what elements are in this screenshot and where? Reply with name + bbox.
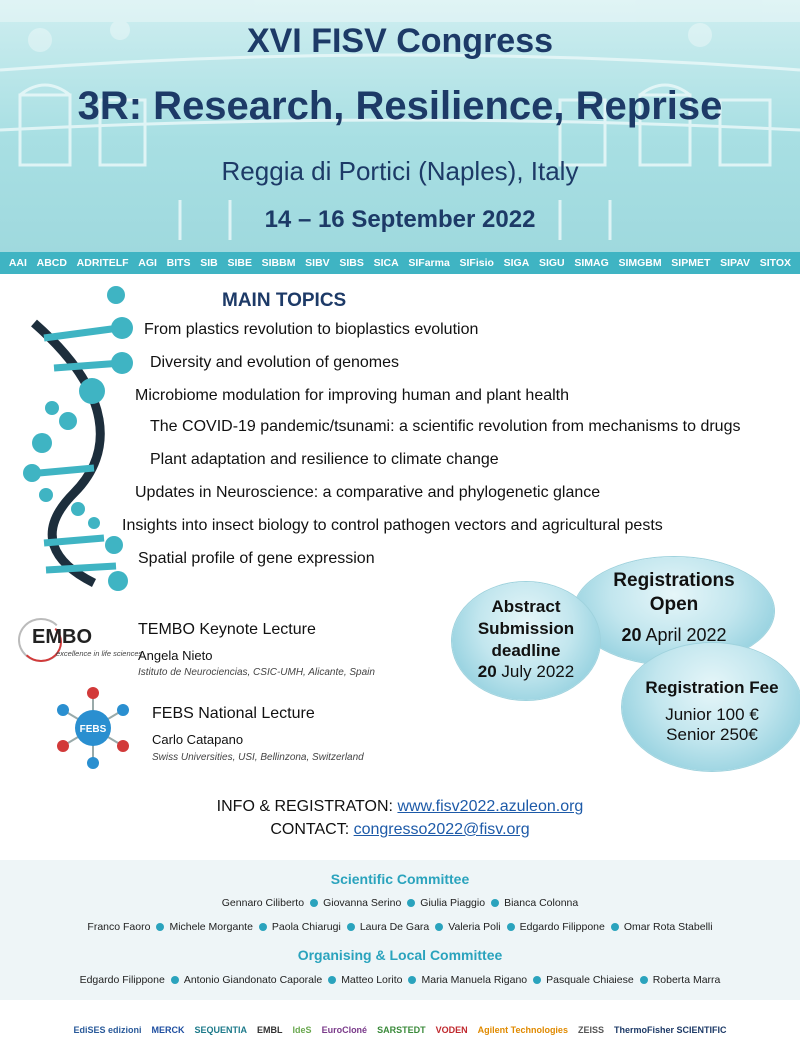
febs-speaker: Carlo Catapano <box>152 732 244 747</box>
registrations-open-bubble: Registrations Open 20 April 2022 <box>574 557 774 665</box>
committee-member: Franco Faoro <box>87 921 151 933</box>
bullet-dot-icon <box>310 899 318 907</box>
sponsor-logo: VODEN <box>435 1025 468 1035</box>
society-acronym: ABCD <box>36 257 67 269</box>
bullet-dot-icon <box>171 976 179 984</box>
svg-text:FEBS: FEBS <box>79 724 107 735</box>
bullet-dot-icon <box>533 976 541 984</box>
topic-item: The COVID-19 pandemic/tsunami: a scientific revolution from mechanisms to drugs <box>150 418 741 435</box>
sponsor-logos-strip <box>0 1010 800 1050</box>
sponsor-logo: EMBL <box>257 1025 283 1035</box>
febs-affiliation: Swiss Universities, USI, Bellinzona, Switzerland <box>152 752 364 763</box>
committee-member: Laura De Gara <box>359 921 430 933</box>
topic-item: Insights into insect biology to control pathogen vectors and agricultural pests <box>122 517 663 534</box>
bullet-dot-icon <box>435 923 443 931</box>
bullet-dot-icon <box>491 899 499 907</box>
dna-helix-icon <box>14 283 134 593</box>
society-acronym: SIMAG <box>574 257 609 269</box>
embo-affiliation: Istituto de Neurociencias, CSIC-UMH, Alicante, Spain <box>138 667 375 678</box>
topic-item: Microbiome modulation for improving human and plant health <box>135 387 570 404</box>
topic-item: Plant adaptation and resilience to climate change <box>150 451 499 468</box>
committee-member: Roberta Marra <box>652 974 721 986</box>
society-acronym: SIB <box>200 257 218 269</box>
committee-member: Gennaro Ciliberto <box>221 897 305 909</box>
society-acronym: SIFarma <box>408 257 450 269</box>
society-acronym: SIBS <box>339 257 364 269</box>
society-acronym: ADRITELF <box>76 257 129 269</box>
embo-speaker: Angela Nieto <box>138 648 213 663</box>
society-acronym: SIPMET <box>671 257 711 269</box>
committee-member: Edgardo Filippone <box>79 974 165 986</box>
sponsor-logo: MERCK <box>151 1025 185 1035</box>
bullet-dot-icon <box>611 923 619 931</box>
committee-member: Matteo Lorito <box>341 974 403 986</box>
topic-item: Updates in Neuroscience: a comparative and phylogenetic glance <box>135 484 601 501</box>
committee-member: Edgardo Filippone <box>519 921 605 933</box>
embo-logo: EMBO excellence in life sciences <box>18 618 138 662</box>
abstract-deadline-bubble: Abstract Submission deadline 20 July 2022 <box>452 582 600 700</box>
sponsor-logo: SARSTEDT <box>377 1025 426 1035</box>
committee-member: Pasquale Chiaiese <box>546 974 634 986</box>
bullet-dot-icon <box>640 976 648 984</box>
congress-dates: 14 – 16 September 2022 <box>264 206 536 233</box>
organising-committee-row <box>0 974 800 986</box>
society-bar <box>0 252 800 274</box>
main-topics-title: MAIN TOPICS <box>222 290 347 311</box>
society-acronym: SIBBM <box>261 257 296 269</box>
febs-logo <box>50 685 136 771</box>
embo-lecture-title: TEMBO Keynote Lecture <box>138 621 316 638</box>
committee-member: Antonio Giandonato Caporale <box>183 974 323 986</box>
organising-committee-title: Organising & Local Committee <box>297 947 503 963</box>
contact-email-link[interactable]: congresso2022@fisv.org <box>353 821 530 838</box>
info-registration-line: INFO & REGISTRATON: www.fisv2022.azuleon.org <box>216 798 584 815</box>
bullet-dot-icon <box>507 923 515 931</box>
sponsor-logo: ZEISS <box>577 1025 604 1035</box>
society-acronym: AGI <box>138 257 157 269</box>
sponsor-logo: EdiSES edizioni <box>73 1025 142 1035</box>
committee-member: Valeria Poli <box>448 921 501 933</box>
society-acronym: SIPAV <box>720 257 751 269</box>
febs-lecture-title: FEBS National Lecture <box>152 705 315 722</box>
topic-item: From plastics revolution to bioplastics evolution <box>144 321 479 338</box>
topic-item: Spatial profile of gene expression <box>138 550 375 567</box>
congress-title: XVI FISV Congress <box>246 22 554 60</box>
committee-member: Omar Rota Stabelli <box>623 921 713 933</box>
registration-link[interactable]: www.fisv2022.azuleon.org <box>397 798 584 815</box>
committee-member: Paola Chiarugi <box>271 921 341 933</box>
sponsor-logo: IdeS <box>292 1025 312 1035</box>
sponsor-logo: Agilent Technologies <box>477 1025 568 1035</box>
society-acronym: SIGU <box>538 257 565 269</box>
committee-member: Giovanna Serino <box>323 897 402 909</box>
society-acronym: SIFisio <box>459 257 494 269</box>
sponsor-logo: SEQUENTIA <box>194 1025 248 1035</box>
society-acronym: AAI <box>8 257 27 269</box>
committee-member: Michele Morgante <box>169 921 253 933</box>
society-acronym: SITOX <box>759 257 792 269</box>
scientific-committee-row <box>0 897 800 909</box>
bullet-dot-icon <box>156 923 164 931</box>
header-banner <box>0 0 800 252</box>
bullet-dot-icon <box>259 923 267 931</box>
committee-member: Giulia Piaggio <box>420 897 486 909</box>
bullet-dot-icon <box>328 976 336 984</box>
society-acronym: SIBE <box>227 257 252 269</box>
committee-member: Bianca Colonna <box>504 897 579 909</box>
topic-item: Diversity and evolution of genomes <box>150 354 400 371</box>
scientific-committee-title: Scientific Committee <box>330 871 470 887</box>
congress-theme: 3R: Research, Resilience, Reprise <box>77 84 723 128</box>
scientific-committee-row <box>0 921 800 933</box>
sponsor-logo: EuroCloné <box>321 1025 368 1035</box>
bullet-dot-icon <box>408 976 416 984</box>
society-acronym: SICA <box>373 257 399 269</box>
sponsor-logo: ThermoFisher SCIENTIFIC <box>613 1025 727 1035</box>
registration-fee-bubble: Registration Fee Junior 100 € Senior 250€ <box>622 643 800 771</box>
contact-line: CONTACT: congresso2022@fisv.org <box>270 821 530 838</box>
society-acronym: SIBV <box>305 257 330 269</box>
committees-panel <box>0 860 800 1000</box>
congress-venue: Reggia di Portici (Naples), Italy <box>221 156 579 186</box>
committee-member: Maria Manuela Rigano <box>421 974 528 986</box>
bullet-dot-icon <box>347 923 355 931</box>
society-acronym: BITS <box>166 257 191 269</box>
bullet-dot-icon <box>407 899 415 907</box>
society-acronym: SIGA <box>503 257 530 269</box>
society-acronym: SIMGBM <box>618 257 662 269</box>
